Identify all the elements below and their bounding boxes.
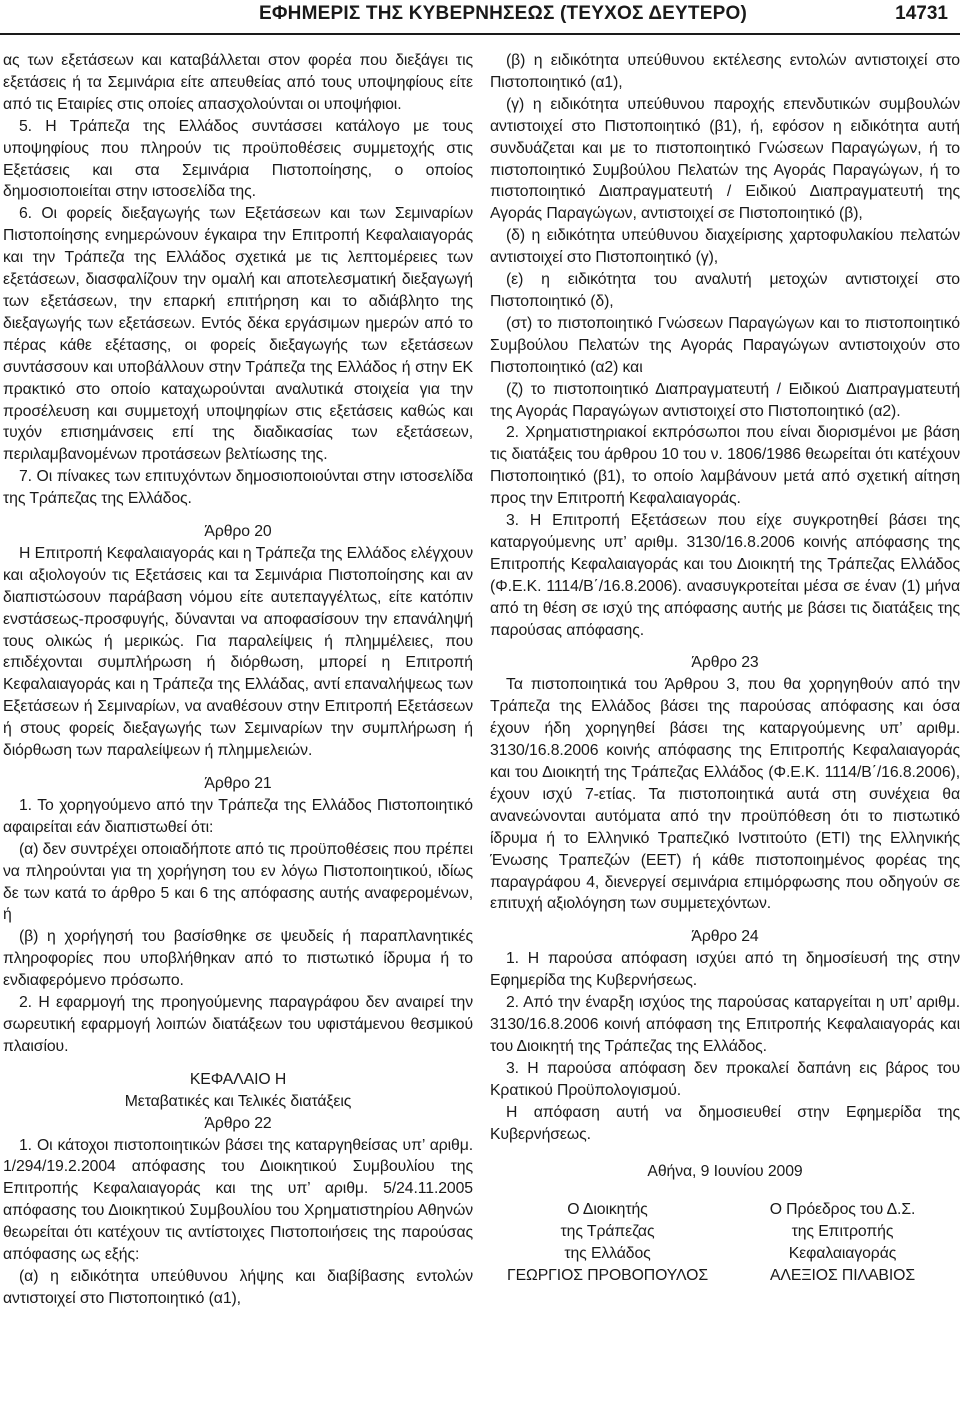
article-22-item-g: (γ) η ειδικότητα υπεύθυνου παροχής επενδυτικών συμβουλών αντιστοιχεί στο Πιστοποιητικό (β1), ή, εφόσον η ειδικότητα αυτή συνδυάζεται και με το πιστοποιητικό Γνώσεων Παραγώγων, ή το πιστοποιητικό Συμβούλου Πελατών της Αγοράς Παραγώγων, ή το πιστοποιητικό Διαπραγματευτή / Ειδικού Διαπραγματευτή της Αγοράς Παραγώγων, αντιστοιχεί σε Πιστοποιητικό (β), — [490, 95, 960, 223]
right-column — [490, 50, 960, 1287]
closing-statement: Η απόφαση αυτή να δημοσιευθεί στην Εφημερίδα της Κυβερνήσεως. — [490, 1103, 960, 1143]
article-24-paragraph-3: 3. Η παρούσα απόφαση δεν προκαλεί δαπάνη εις βάρος του Κρατικού Προϋπολογισμού. — [490, 1059, 960, 1099]
paragraph: ας των εξετάσεων και καταβάλλεται στον φορέα που διεξάγει τις εξετάσεις ή τα Σεμινάρια είτε απευθείας από τους υποψηφίους είτε από τις Εταιρίες στις οποίες απασχολούνται οι υποψήφιοι. — [3, 52, 473, 113]
article-22-item-z: (ζ) το πιστοποιητικό Διαπραγματευτή / Ειδικού Διαπραγματευτή της Αγοράς Παραγώγων αντιστοιχεί στο Πιστοποιητικό (α2). — [490, 380, 960, 420]
article-20-heading: Άρθρο 20 — [204, 523, 272, 541]
article-22-paragraph-2: 2. Χρηματιστηριακοί εκπρόσωποι που είναι διορισμένοι με βάση τις διατάξεις του άρθρου 10 του ν. 1806/1986 θεωρείται ότι κατέχουν Πιστοποιητικό (β1), το οποίο λαμβάνουν μετά από σχετική αίτηση προς την Επιτροπή Κεφαλαιαγοράς. — [490, 424, 960, 508]
article-22-item-d: (δ) η ειδικότητα υπεύθυνου διαχείρισης χαρτοφυλακίου πελατών αντιστοιχεί στο Πιστοποιητικό (γ), — [490, 227, 960, 267]
gazette-title: ΕΦΗΜΕΡΙΣ ΤΗΣ ΚΥΒΕΡΝΗΣΕΩΣ (ΤΕΥΧΟΣ ΔΕΥΤΕΡΟ) — [259, 3, 747, 24]
article-23-heading: Άρθρο 23 — [691, 654, 759, 672]
page-header — [0, 0, 960, 36]
place-date: Αθήνα, 9 Ιουνίου 2009 — [647, 1163, 803, 1181]
signatory-title: της Επιτροπής — [791, 1223, 894, 1241]
article-24-paragraph-1: 1. Η παρούσα απόφαση ισχύει από τη δημοσίευσή της στην Εφημερίδα της Κυβερνήσεως. — [490, 950, 960, 990]
signatory-title: της Ελλάδος — [564, 1245, 651, 1263]
signatory-title: Ο Πρόεδρος του Δ.Σ. — [769, 1201, 916, 1219]
article-21-paragraph-1: 1. Το χορηγούμενο από την Τράπεζα της Ελλάδος Πιστοποιητικό αφαιρείται εάν διαπιστωθεί ότι: — [3, 796, 473, 836]
article-21-heading: Άρθρο 21 — [204, 775, 272, 792]
signatory-name: ΓΕΩΡΓΙΟΣ ΠΡΟΒΟΠΟΥΛΟΣ — [507, 1267, 708, 1285]
left-column — [3, 50, 473, 1310]
signatory-chairman — [725, 1199, 960, 1287]
article-22-paragraph-1: 1. Οι κάτοχοι πιστοποιητικών βάσει της καταργηθείσας υπ’ αριθμ. 1/294/19.2.2004 απόφασης του Διοικητικού Συμβουλίου της Επιτροπής Κεφαλαιαγοράς και της υπ’ αριθμ. 5/24.11.2005 απόφασης του Διοικητικού Συμβουλίου του Χρηματιστηρίου Αθηνών θεωρείται ότι κατέχουν τις αντίστοιχες Πιστοποιήσεις της παρούσας απόφασης ως εξής: — [3, 1136, 473, 1264]
chapter-title: Μεταβατικές και Τελικές διατάξεις — [124, 1092, 352, 1110]
paragraph-7: 7. Οι πίνακες των επιτυχόντων δημοσιοποιούνται στην ιστοσελίδα της Τράπεζας της Ελλάδος. — [3, 468, 473, 508]
article-22-paragraph-3: 3. Η Επιτροπή Εξετάσεων που είχε συγκροτηθεί βάσει της καταργούμενης υπ’ αριθμ. 3130/16.8.2006 κοινής απόφασης της Επιτροπής Κεφαλαιαγοράς και του Διοικητή της Τράπεζας Ελλάδος (Φ.Ε.Κ. 1114/Β΄/16.8.2006). ανασυγκροτείται μέσα σε έναν (1) μήνα από τη θέση σε ισχύ της απόφασης αυτής με βάσει τις διατάξεις της παρούσας απόφασης. — [490, 512, 960, 639]
article-24-heading: Άρθρο 24 — [691, 928, 759, 946]
signatory-title: της Τράπεζας — [560, 1223, 655, 1241]
article-24-paragraph-2: 2. Από την έναρξη ισχύος της παρούσας καταργείται η υπ’ αριθμ. 3130/16.8.2006 κοινή απόφαση της Επιτροπής Κεφαλαιαγοράς και του Διοικητή της Τράπεζας της Ελλάδος. — [490, 994, 960, 1055]
signatory-title: Κεφαλαιαγοράς — [788, 1245, 897, 1263]
article-21-item-b: (β) η χορήγησή του βασίσθηκε σε ψευδείς ή παραπλανητικές πληροφορίες που υποβλήθηκαν από το πιστωτικό ίδρυμα ή το ενδιαφερόμενο πρόσωπο. — [3, 928, 473, 990]
paragraph-6: 6. Οι φορείς διεξαγωγής των Εξετάσεων και των Σεμιναρίων Πιστοποίησης ενημερώνουν έγκαιρα την Επιτροπή Κεφαλαιαγοράς και την Τράπεζα της Ελλάδος σχετικά με τις λεπτομέρειες των εξετάσεων, διασφαλίζουν την ομαλή και αποτελεσματική διεξαγωγή των εξετάσεων, την επαρκή επιτήρηση και το αδιάβλητο της διεξαγωγής των εξετάσεων. Εντός δέκα εργάσιμων ημερών από το πέρας κάθε εξέτασης, οι φορείς διεξαγωγής των εξετάσεων συντάσσουν και υποβάλλουν στην Τράπεζα της Ελλάδος ή στην ΕΚ πρακτικό στο οποίο καταχωρούνται αναλυτικά στοιχεία για την προσέλευση και συμμετοχή υποψηφίων στις εξετάσεις καθώς και τυχόν επισημάνσεις επί της διαδικασίας των εξετάσεων, περιλαμβανομένων προτάσεων βελτίωσης της. — [3, 205, 473, 464]
article-22-heading: Άρθρο 22 — [204, 1114, 272, 1132]
article-22-item-b: (β) η ειδικότητα υπεύθυνου εκτέλεσης εντολών αντιστοιχεί στο Πιστοποιητικό (α1), — [490, 52, 960, 91]
signatory-name: ΑΛΕΞΙΟΣ ΠΙΛΑΒΙΟΣ — [770, 1267, 915, 1285]
article-21-item-a: (α) δεν συντρέχει οποιαδήποτε από τις προϋποθέσεις που πρέπει να πληρούνται για τη χορήγηση του εν λόγω Πιστοποιητικού, ιδίως δε των κατά το άρθρο 5 και 6 της απόφασης αυτής αναφερομένων, ή — [3, 840, 473, 924]
article-22-item-a: (α) η ειδικότητα υπεύθυνου λήψης και διαβίβασης εντολών αντιστοιχεί στο Πιστοποιητικό (α1), — [3, 1267, 473, 1307]
signatory-governor — [490, 1199, 725, 1287]
article-22-item-st: (στ) το πιστοποιητικό Γνώσεων Παραγώγων και το πιστοποιητικό Συμβούλου Πελατών της Αγοράς Παραγώγων αντιστοιχούν στο Πιστοποιητικό (α2) και — [490, 314, 960, 376]
article-21-paragraph-2: 2. Η εφαρμογή της προηγούμενης παραγράφου δεν αναιρεί την σωρευτική εφαρμογή λοιπών διατάξεων του υφιστάμενου θεσμικού πλαισίου. — [3, 994, 473, 1055]
article-22-item-e: (ε) η ειδικότητα του αναλυτή μετοχών αντιστοιχεί στο Πιστοποιητικό (δ), — [490, 271, 960, 310]
paragraph-5: 5. Η Τράπεζα της Ελλάδος συντάσσει κατάλογο με τους υποψηφίους που πληρούν τις προϋποθέσεις συμμετοχής στις Εξετάσεις και στα Σεμινάρια Πιστοποίησης, ο οποίος δημοσιοποιείται στην ιστοσελίδα της. — [3, 117, 473, 201]
article-20-text: Η Επιτροπή Κεφαλαιαγοράς και η Τράπεζα της Ελλάδος ελέγχουν και αξιολογούν τις Εξετάσεις και τα Σεμινάρια Πιστοποίησης και αν διαπιστώσουν παράβαση νόμου είτε αυτεπαγγέλτως, είτε κατόπιν ενστάσεως-προσφυγής, δύνανται να αποφασίσουν την επανάληψή τους ολικώς ή μερικώς. Για παραλείψεις ή πλημμέλειες, που επιδέχονται συμπλήρωση ή διόρθωση, μπορεί η Επιτροπή Κεφαλαιαγοράς και η Τράπεζα της Ελλάδας, αντί επαναλήψεως των Εξετάσεων ή Σεμιναρίων, να αναθέσουν στην Επιτροπή Εξετάσεων ή στους φορείς διεξαγωγής των Σεμιναρίων την συμπλήρωση ή διόρθωση των παραλείψεων ή πλημμελειών. — [3, 544, 473, 760]
signatory-title: Ο Διοικητής — [567, 1201, 648, 1219]
article-23-text: Τα πιστοποιητικά του Άρθρου 3, που θα χορηγηθούν από την Τράπεζα της Ελλάδος βάσει της παρούσας απόφασης και όσα έχουν ήδη χορηγηθεί βάσει της καταργούμενης υπ’ αριθμ. 3130/16.8.2006 κοινής απόφασης της Επιτροπής Κεφαλαιαγοράς και του Διοικητή της Τράπεζας Ελλάδος (Φ.Ε.Κ. 1114/Β΄/16.8.2006), έχουν ισχύ 7-ετίας. Τα πιστοποιητικά αυτά στη συνέχεια θα ανανεώνονται αυτόματα από την προϋπόθεση ότι το πιστωτικό ίδρυμα ή το Ελληνικό Τραπεζικό Ινστιτούτο (ΕΤΙ) της Ελληνικής Ένωσης Τραπεζών (ΕΕΤ) ή κάθε πιστοποιημένος φορέας της παραγράφου 4, διενεργεί σεμινάρια επιμόρφωσης που οδηγούν σε επιτυχή αξιολόγηση των συμμετεχόντων. — [490, 676, 960, 913]
page-number: 14731 — [895, 3, 948, 24]
chapter-heading: ΚΕΦΑΛΑΙΟ Η — [189, 1070, 287, 1088]
header-divider — [0, 33, 960, 35]
signatures — [490, 1199, 960, 1287]
